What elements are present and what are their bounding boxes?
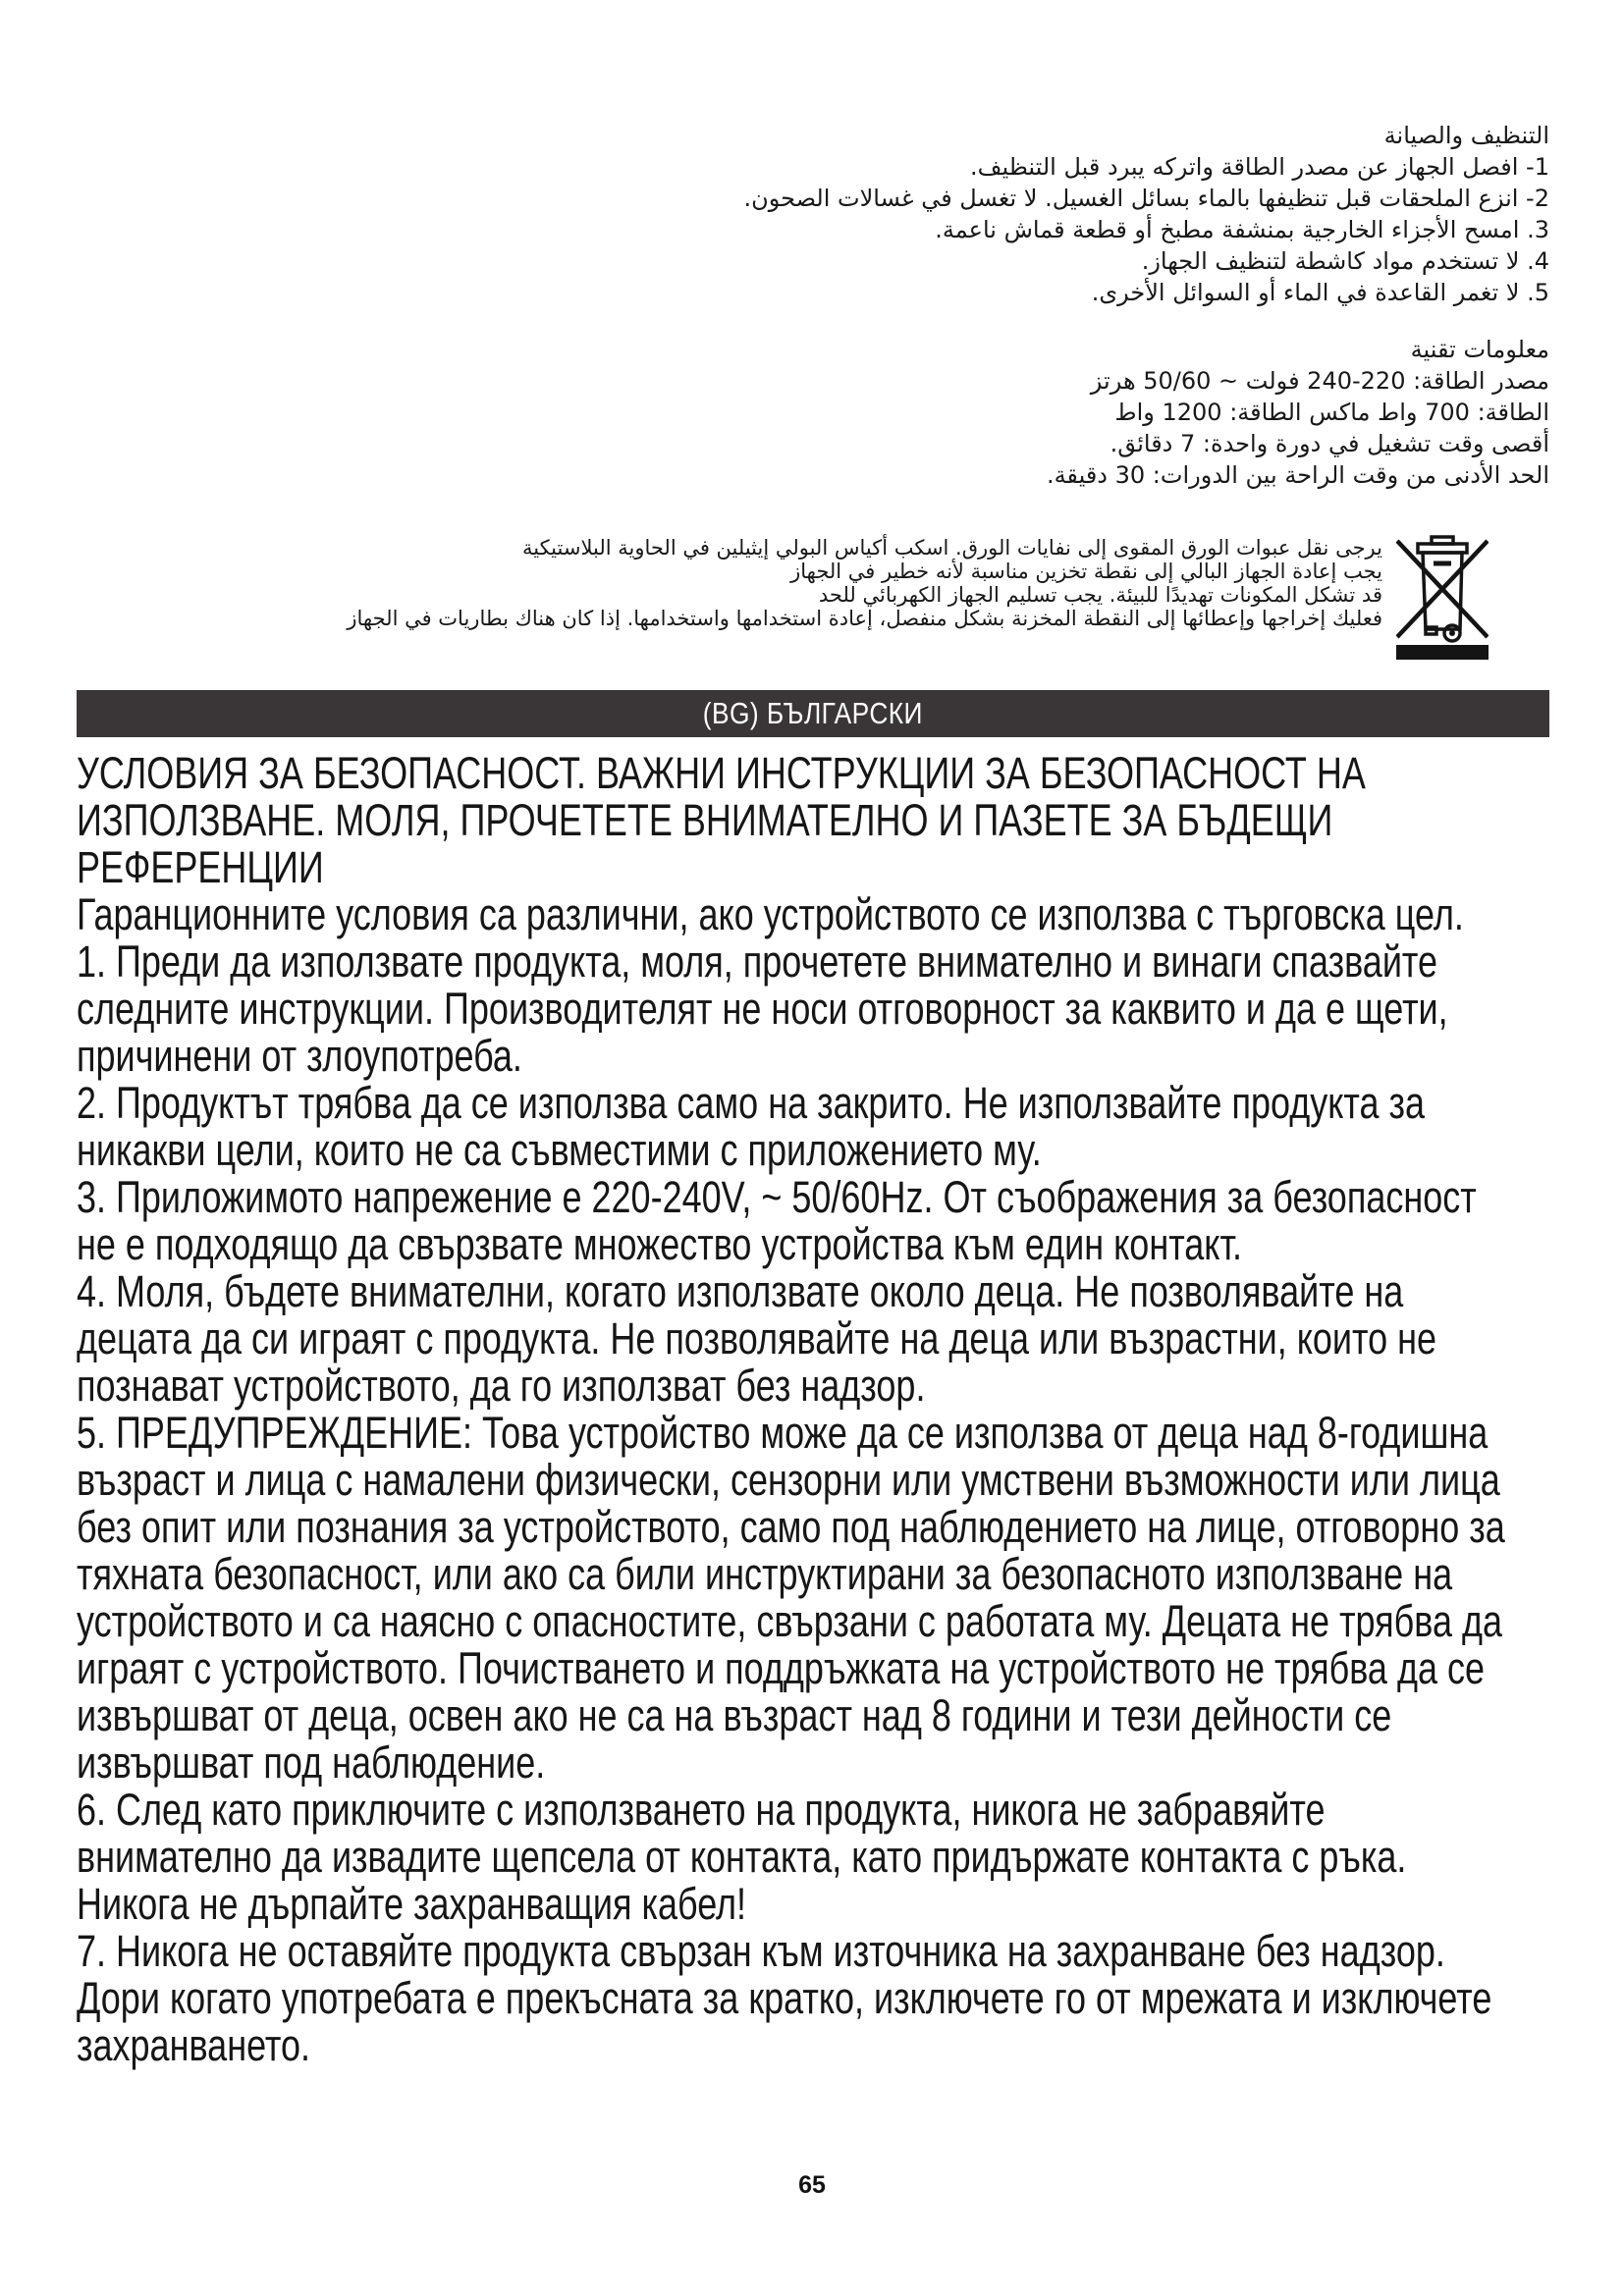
text-line: التنظيف والصيانة xyxy=(1383,122,1549,149)
bulgarian-text xyxy=(77,750,1549,2069)
text-line: Дори когато употребата е прекъсната за кратко, изключете го от мрежата и изключете xyxy=(77,1973,1492,2023)
text-line: никакви цели, които не са съвместими с приложението му. xyxy=(77,1125,1042,1175)
bin-wheel-hub xyxy=(1449,630,1455,636)
text-line: захранването. xyxy=(77,2020,311,2070)
text-line: قد تشكل المكونات تهديدًا للبيئة. يجب تسليم الجهاز الكهربائي للحد xyxy=(818,583,1382,607)
text-line: 4. لا تستخدم مواد كاشطة لتنظيف الجهاز. xyxy=(1141,247,1549,275)
text-line: يجب إعادة الجهاز البالي إلى نقطة تخزين مناسبة لأنه خطير في الجهاز xyxy=(790,560,1382,583)
bg-item-1 xyxy=(77,938,1549,1080)
bg-item-3 xyxy=(77,1174,1549,1268)
language-section-header xyxy=(77,690,1549,737)
text-line: тяхната безопасност, или ако са били инструктирани за безопасното използване на xyxy=(77,1549,1453,1599)
text-line: извършват под наблюдение. xyxy=(77,1737,546,1788)
arabic-cleaning-maintenance-section xyxy=(743,120,1549,308)
text-line: устройството и са наясно с опасностите, свързани с работата му. Децата не трябва да xyxy=(77,1596,1503,1646)
text-line: 5. لا تغمر القاعدة في الماء أو السوائل الأخرى. xyxy=(1091,279,1549,306)
bg-item-4 xyxy=(77,1268,1549,1410)
text-line: възраст и лица с намалени физически, сензорни или умствени възможности или лица xyxy=(77,1455,1500,1505)
text-line: 2- انزع الملحقات قبل تنظيفها بالماء بسائل الغسيل. لا تغسل في غسالات الصحون. xyxy=(743,185,1549,212)
text-line: الحد الأدنى من وقت الراحة بين الدورات: 30 دقيقة. xyxy=(1046,461,1549,489)
text-line: 3. Приложимото напрежение е 220-240V, ~ 50/60Hz. От съображения за безопасност xyxy=(77,1172,1477,1222)
text-line: 1. Преди да използвате продукта, моля, прочетете внимателно и винаги спазвайте xyxy=(77,936,1438,987)
text-line: внимателно да извадите щепсела от контакта, като придържате контакта с ръка. xyxy=(77,1832,1407,1882)
text-line: познават устройството, да го използват без надзор. xyxy=(77,1361,926,1411)
text-line: 5. ПРЕДУПРЕЖДЕНИЕ: Това устройство може да се използва от деца над 8-годишна xyxy=(77,1408,1489,1458)
text-line: причинени от злоупотреба. xyxy=(77,1031,522,1081)
bg-item-6 xyxy=(77,1787,1549,1928)
text-line: مصدر الطاقة: 220-240 فولت ~ 50/60 هرتز xyxy=(1090,367,1549,395)
text-line: 4. Моля, бъдете внимателни, когато използвате около деца. Не позволявайте на xyxy=(77,1266,1404,1316)
text-line: يرجى نقل عبوات الورق المقوى إلى نفايات الورق. اسكب أكياس البولي إيثيلين في الحاوية البلاستيكية xyxy=(521,536,1382,560)
bg-item-2 xyxy=(77,1080,1549,1174)
text-line: УСЛОВИЯ ЗА БЕЗОПАСНОСТ. ВАЖНИ ИНСТРУКЦИИ ЗА БЕЗОПАСНОСТ НА xyxy=(77,748,1366,798)
text-line: 1- افصل الجهاز عن مصدر الطاقة واتركه يبرد قبل التنظيف. xyxy=(969,153,1549,181)
language-section-label: (BG) БЪЛГАРСКИ xyxy=(702,696,924,730)
text-line: извършват от деца, освен ако не са на възраст над 8 години и тези дейности се xyxy=(77,1690,1392,1740)
text-line: معلومات تقنية xyxy=(1410,336,1549,363)
arabic-technical-info-section xyxy=(1047,334,1549,491)
text-line: не е подходящо да свързвате множество устройства към един контакт. xyxy=(77,1219,1242,1269)
page-number: 65 xyxy=(798,2171,826,2199)
arabic-recycling-section xyxy=(347,536,1382,630)
weee-underline-bar xyxy=(1396,645,1489,660)
text-line: أقصى وقت تشغيل في دورة واحدة: 7 دقائق. xyxy=(1110,430,1549,457)
bg-safety-title xyxy=(77,750,1549,891)
weee-crossed-out-bin-icon xyxy=(1396,534,1489,662)
text-line: следните инструкции. Производителят не носи отговорност за каквито и да е щети, xyxy=(77,984,1448,1034)
text-line: играят с устройството. Почистването и поддръжката на устройството не трябва да се xyxy=(77,1643,1486,1693)
text-line: РЕФЕРЕНЦИИ xyxy=(77,842,324,892)
text-line: децата да си играят с продукта. Не позволявайте на деца или възрастни, които не xyxy=(77,1313,1437,1363)
text-line: без опит или познания за устройството, само под наблюдението на лице, отговорно за xyxy=(77,1502,1505,1552)
text-line: فعليك إخراجها وإعطائها إلى النقطة المخزنة بشكل منفصل، إعادة استخدامها واستخدامها. إذا كان هناك بطاريات في الجهاز xyxy=(347,607,1382,630)
text-line: ИЗПОЛЗВАНЕ. МОЛЯ, ПРОЧЕТЕТЕ ВНИМАТЕЛНО И ПАЗЕТЕ ЗА БЪДЕЩИ xyxy=(77,795,1333,845)
text-line: 2. Продуктът трябва да се използва само на закрито. Не използвайте продукта за xyxy=(77,1078,1425,1128)
text-line: الطاقة: 700 واط ماكس الطاقة: 1200 واط xyxy=(1114,399,1549,426)
text-line: 6. След като приключите с използването на продукта, никога не забравяйте xyxy=(77,1785,1326,1835)
bg-item-5 xyxy=(77,1410,1549,1787)
text-line: Гаранционните условия са различни, ако устройството се използва с търговска цел. xyxy=(77,889,1464,939)
text-line: 7. Никога не оставяйте продукта свързан към източника на захранване без надзор. xyxy=(77,1926,1445,1976)
text-line: Никога не дърпайте захранващия кабел! xyxy=(77,1879,747,1929)
bg-item-7 xyxy=(77,1928,1549,2069)
bg-warranty-note xyxy=(77,891,1549,938)
text-line: 3. امسح الأجزاء الخارجية بمنشفة مطبخ أو قطعة قماش ناعمة. xyxy=(935,216,1549,243)
